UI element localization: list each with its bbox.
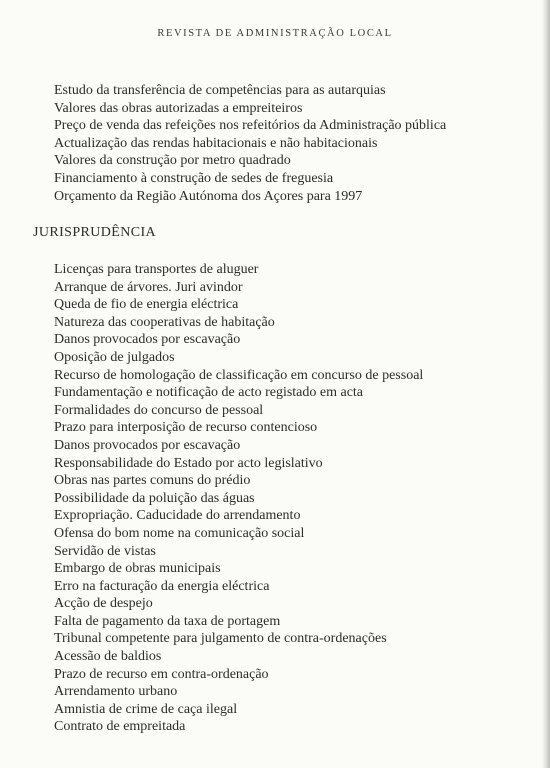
list-item: Erro na facturação da energia eléctrica: [54, 578, 270, 594]
list-item: Financiamento à construção de sedes de freguesia: [54, 170, 334, 186]
section-heading: JURISPRUDÊNCIA: [33, 225, 157, 240]
list-item: Licenças para transportes de aluguer: [54, 262, 259, 277]
intro-list: [54, 82, 446, 205]
page-edge-shadow: [542, 0, 550, 768]
list-item: Ofensa do bom nome na comunicação social: [54, 525, 305, 541]
list-item: Acção de despejo: [54, 596, 153, 612]
list-item: Preço de venda das refeições nos refeitórios da Administração pública: [54, 118, 447, 134]
list-item: Tribunal competente para julgamento de contra-ordenações: [54, 631, 387, 647]
list-item: Valores das obras autorizadas a empreiteiros: [54, 100, 303, 116]
list-item: Formalidades do concurso de pessoal: [54, 402, 264, 418]
list-item: Embargo de obras municipais: [54, 561, 221, 577]
list-item: Danos provocados por escavação: [54, 437, 241, 453]
list-item: Obras nas partes comuns do prédio: [54, 473, 251, 489]
list-item: Contrato de empreitada: [54, 719, 186, 735]
list-item: Arrendamento urbano: [54, 684, 178, 700]
list-item: Prazo para interposição de recurso contencioso: [54, 420, 318, 436]
list-item: Orçamento da Região Autónoma dos Açores para 1997: [54, 188, 363, 204]
list-item: Estudo da transferência de competências para as autarquias: [54, 83, 386, 98]
list-item: Amnistia de crime de caça ilegal: [54, 701, 238, 717]
list-item: Fundamentação e notificação de acto registado em acta: [54, 385, 364, 401]
list-item: Responsabilidade do Estado por acto legislativo: [54, 455, 323, 471]
list-item: Actualização das rendas habitacionais e não habitacionais: [54, 135, 378, 151]
list-item: Prazo de recurso em contra-ordenação: [54, 666, 269, 682]
list-item: Expropriação. Caducidade do arrendamento: [54, 508, 301, 524]
list-item: Recurso de homologação de classificação em concurso de pessoal: [54, 367, 424, 383]
list-item: Queda de fio de energia eléctrica: [54, 297, 239, 313]
running-head: REVISTA DE ADMINISTRAÇÃO LOCAL: [157, 28, 393, 39]
list-item: Natureza das cooperativas de habitação: [54, 314, 275, 330]
jurisprudence-list: [54, 261, 423, 736]
list-item: Arranque de árvores. Juri avindor: [54, 279, 243, 295]
list-item: Falta de pagamento da taxa de portagem: [54, 613, 281, 629]
list-item: Valores da construção por metro quadrado: [54, 153, 291, 169]
list-item: Oposição de julgados: [54, 349, 175, 365]
list-item: Servidão de vistas: [54, 543, 156, 559]
list-item: Acessão de baldios: [54, 649, 162, 665]
list-item: Danos provocados por escavação: [54, 332, 241, 348]
list-item: Possibilidade da poluição das águas: [54, 490, 255, 506]
